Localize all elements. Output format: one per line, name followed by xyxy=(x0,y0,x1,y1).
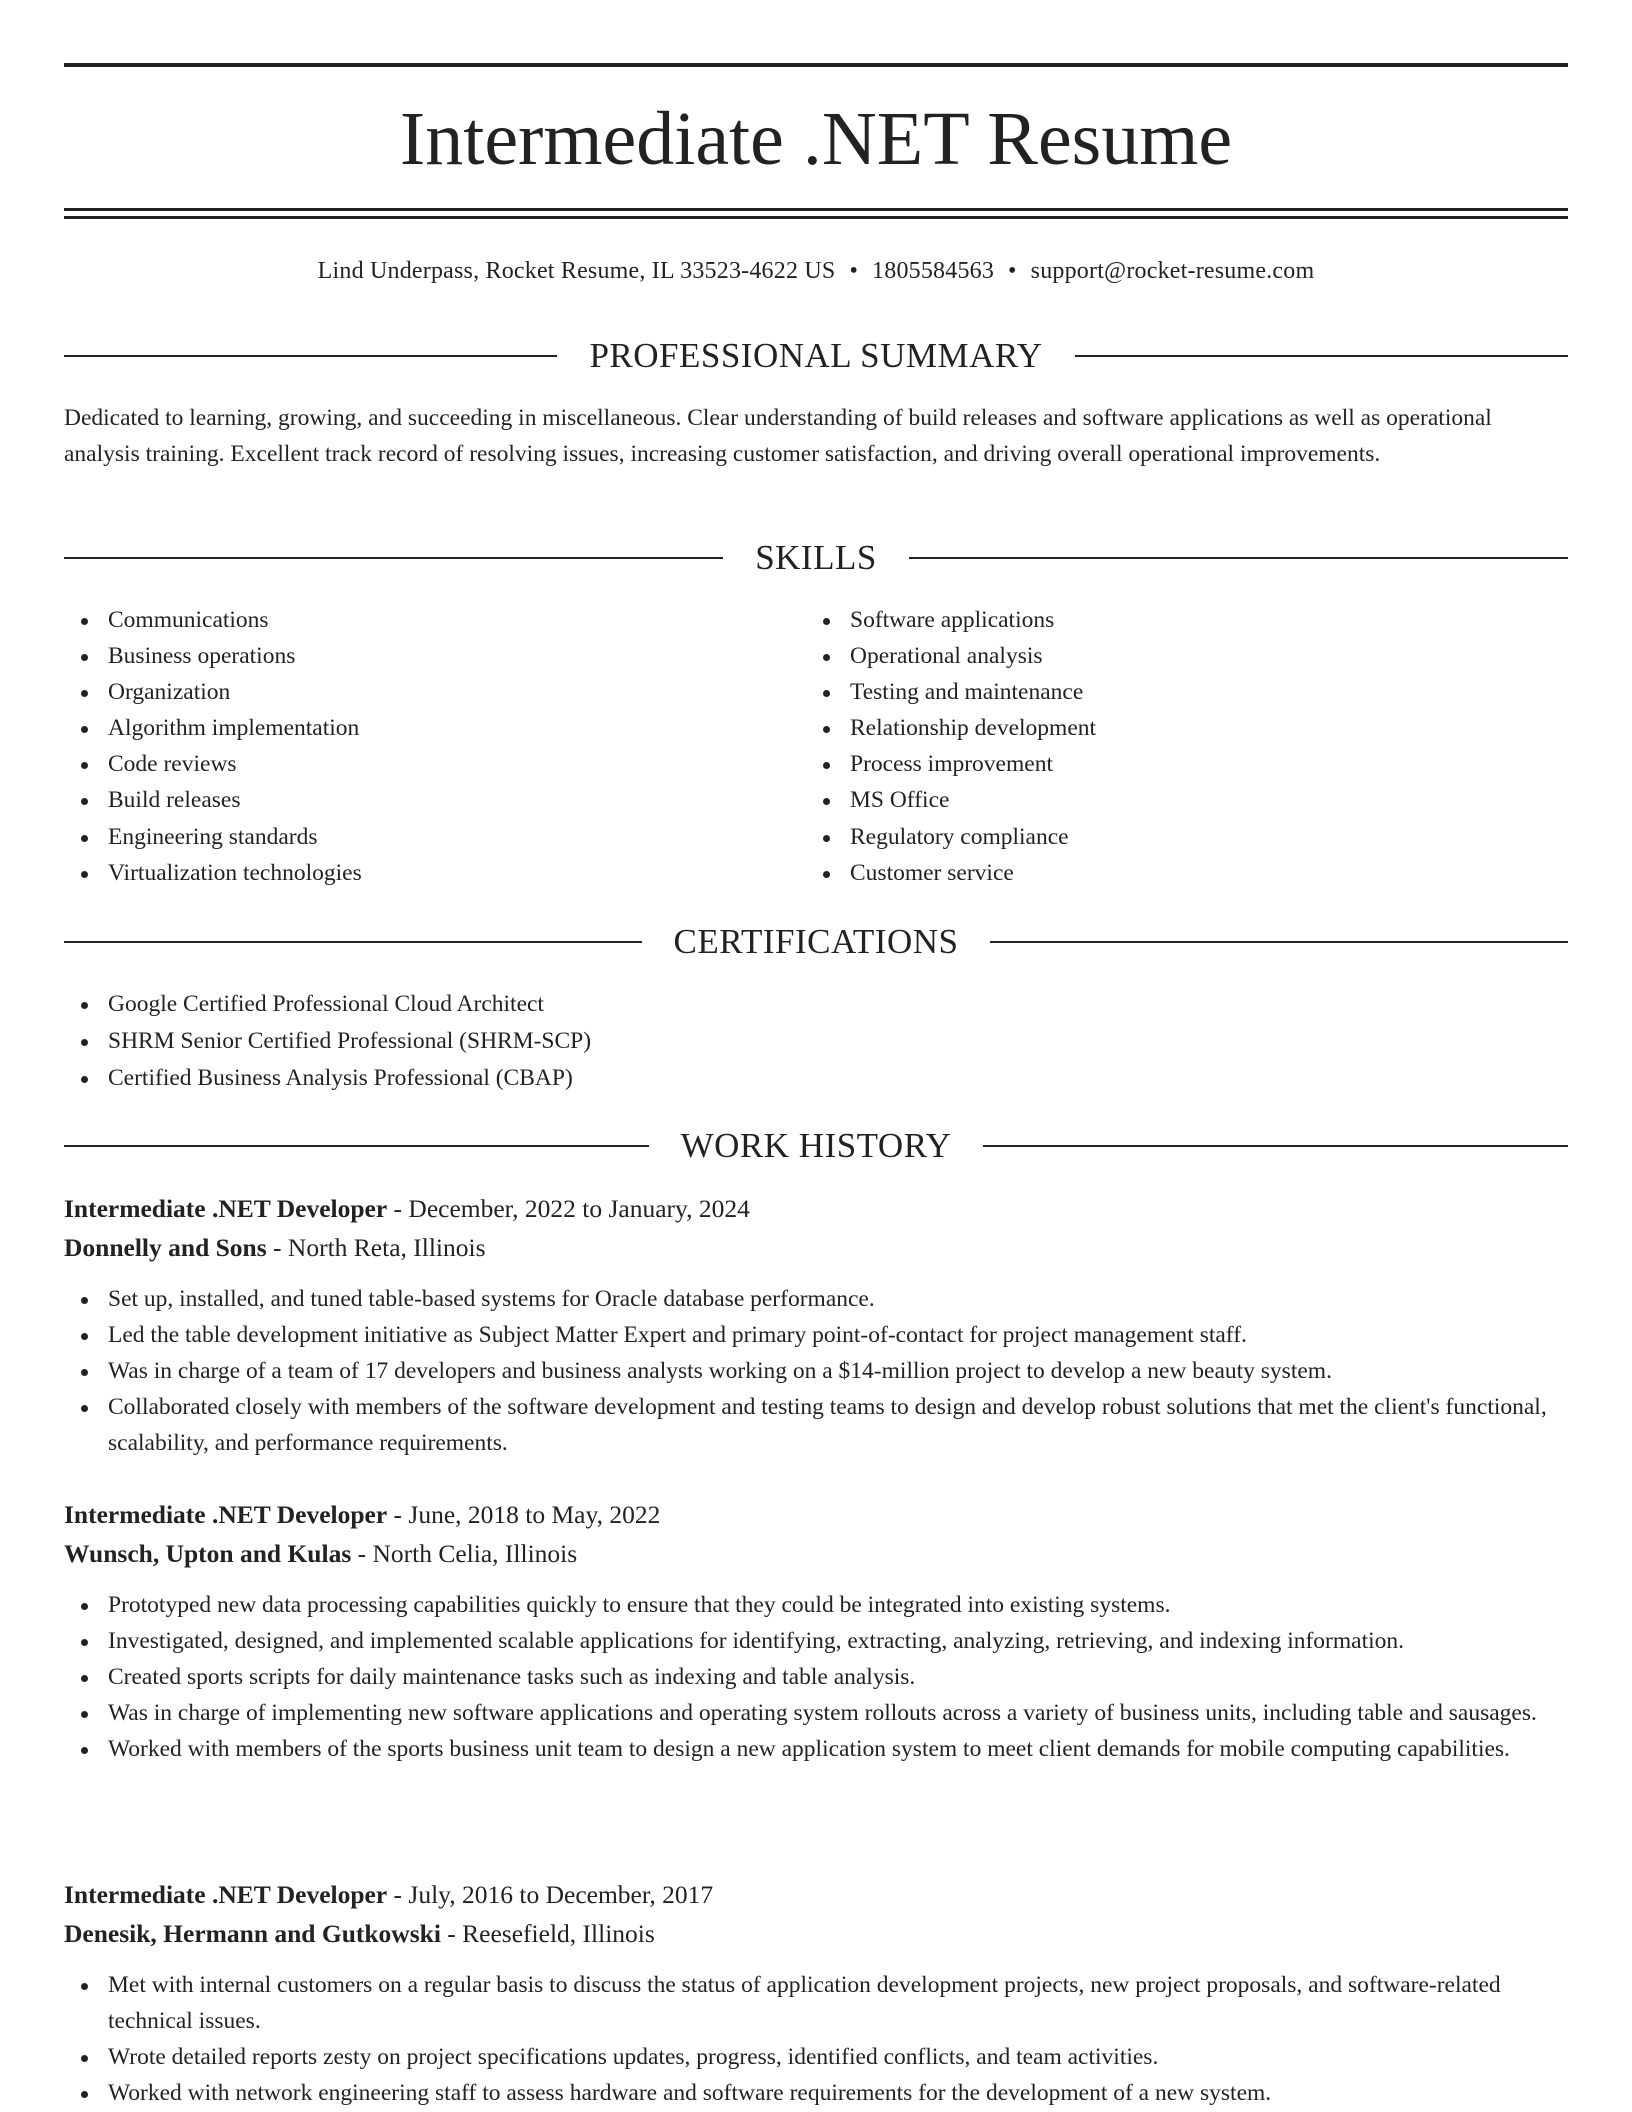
job-dates: - December, 2022 to January, 2024 xyxy=(387,1194,750,1223)
job-bullet: Led the table development initiative as Subject Matter Expert and primary point-of-contact for project management staff. xyxy=(108,1317,1568,1353)
section-header-certifications xyxy=(64,922,1568,962)
job-title-line xyxy=(64,1189,1568,1228)
job-entry xyxy=(64,1495,1568,1767)
skills-list-left xyxy=(64,602,808,891)
section-title: CERTIFICATIONS xyxy=(673,922,959,961)
contact-line xyxy=(64,256,1568,286)
skill-item: Code reviews xyxy=(108,746,808,782)
skill-item: Organization xyxy=(108,674,808,710)
job-title: Intermediate .NET Developer xyxy=(64,1500,388,1529)
job-company-line xyxy=(64,1534,1568,1573)
skill-item: Process improvement xyxy=(850,746,1590,782)
skill-item: Relationship development xyxy=(850,710,1590,746)
section-title: SKILLS xyxy=(755,538,877,577)
section-header-summary xyxy=(64,336,1568,376)
section-rule xyxy=(64,557,723,559)
section-header-skills xyxy=(64,538,1568,578)
job-dates: - June, 2018 to May, 2022 xyxy=(387,1500,661,1529)
job-bullet: Collaborated closely with members of the software development and testing teams to design and develop robust solutions that met the client's functional, scalability, and performance requirements. xyxy=(108,1389,1568,1461)
job-title: Intermediate .NET Developer xyxy=(64,1194,388,1223)
job-bullet: Created sports scripts for daily maintenance tasks such as indexing and table analysis. xyxy=(108,1659,1568,1695)
section-rule xyxy=(64,941,642,943)
job-bullet: Prototyped new data processing capabilities quickly to ensure that they could be integrated into existing systems. xyxy=(108,1587,1568,1623)
contact-email: support@rocket-resume.com xyxy=(1030,258,1315,284)
job-bullet: Wrote detailed reports zesty on project specifications updates, progress, identified conflicts, and team activities. xyxy=(108,2039,1568,2075)
certification-item: Certified Business Analysis Professional (CBAP) xyxy=(108,1060,1612,1097)
section-rule xyxy=(1075,355,1568,357)
section-rule xyxy=(64,355,557,357)
job-title-line xyxy=(64,1875,1568,1914)
skill-item: Algorithm implementation xyxy=(108,710,808,746)
certification-item: SHRM Senior Certified Professional (SHRM-SCP) xyxy=(108,1023,1612,1060)
contact-address: Lind Underpass, Rocket Resume, IL 33523-4622 US xyxy=(317,258,836,284)
job-bullet: Was in charge of a team of 17 developers and business analysts working on a $14-million project to develop a new beauty system. xyxy=(108,1353,1568,1389)
job-company: Donnelly and Sons xyxy=(64,1233,267,1262)
skills-list-right xyxy=(806,602,1590,891)
job-location: - Reesefield, Illinois xyxy=(440,1919,655,1948)
skill-item: Testing and maintenance xyxy=(850,674,1590,710)
job-bullet: Investigated, designed, and implemented scalable applications for identifying, extracting, analyzing, retrieving, and indexing information. xyxy=(108,1623,1568,1659)
section-header-work-history xyxy=(64,1126,1568,1166)
contact-phone: 1805584563 xyxy=(872,258,995,284)
title-double-rule-bottom xyxy=(64,216,1568,219)
job-bullet: Worked with network engineering staff to assess hardware and software requirements for the development of a new system. xyxy=(108,2075,1568,2111)
section-title: PROFESSIONAL SUMMARY xyxy=(589,336,1043,375)
job-bullet: Was in charge of implementing new software applications and operating system rollouts across a variety of business units, including table and sausages. xyxy=(108,1695,1568,1731)
job-company-line xyxy=(64,1228,1568,1267)
certifications-list xyxy=(64,986,1612,1097)
skill-item: Software applications xyxy=(850,602,1590,638)
summary-text: Dedicated to learning, growing, and succeeding in miscellaneous. Clear understanding of build releases and software applications as well as operational analysis training. Excellent track record of resolving issues, increasing customer satisfaction, and driving overall operational improvements. xyxy=(64,405,1492,467)
job-location: - North Reta, Illinois xyxy=(266,1233,486,1262)
skill-item: Customer service xyxy=(850,855,1590,891)
job-company: Wunsch, Upton and Kulas xyxy=(64,1539,352,1568)
job-title: Intermediate .NET Developer xyxy=(64,1880,388,1909)
section-rule xyxy=(990,941,1568,943)
job-bullets xyxy=(64,1587,1568,1767)
section-rule xyxy=(64,1145,649,1147)
resume-title: Intermediate .NET Resume xyxy=(399,97,1233,181)
skill-item: Build releases xyxy=(108,782,808,818)
skill-item: Operational analysis xyxy=(850,638,1590,674)
skill-item: Business operations xyxy=(108,638,808,674)
job-bullet: Worked with members of the sports business unit team to design a new application system to meet client demands for mobile computing capabilities. xyxy=(108,1731,1568,1767)
job-bullet: Met with internal customers on a regular basis to discuss the status of application development projects, new project proposals, and software-related technical issues. xyxy=(108,1967,1568,2039)
skill-item: Virtualization technologies xyxy=(108,855,808,891)
top-rule xyxy=(64,63,1568,67)
contact-separator: • xyxy=(1008,258,1017,284)
job-bullets xyxy=(64,1281,1568,1461)
job-location: - North Celia, Illinois xyxy=(351,1539,578,1568)
section-title: WORK HISTORY xyxy=(680,1126,952,1165)
title-double-rule-top xyxy=(64,208,1568,211)
skill-item: Communications xyxy=(108,602,808,638)
job-entry xyxy=(64,1189,1568,1461)
job-title-line xyxy=(64,1495,1568,1534)
contact-separator: • xyxy=(849,258,859,284)
job-company: Denesik, Hermann and Gutkowski xyxy=(64,1919,441,1948)
certification-item: Google Certified Professional Cloud Architect xyxy=(108,986,1612,1023)
skill-item: MS Office xyxy=(850,782,1590,818)
skill-item: Regulatory compliance xyxy=(850,819,1590,855)
job-entry xyxy=(64,1875,1568,2111)
section-rule xyxy=(909,557,1568,559)
section-rule xyxy=(983,1145,1568,1147)
job-dates: - July, 2016 to December, 2017 xyxy=(387,1880,714,1909)
job-company-line xyxy=(64,1914,1568,1953)
job-bullets xyxy=(64,1967,1568,2111)
job-bullet: Set up, installed, and tuned table-based systems for Oracle database performance. xyxy=(108,1281,1568,1317)
skill-item: Engineering standards xyxy=(108,819,808,855)
